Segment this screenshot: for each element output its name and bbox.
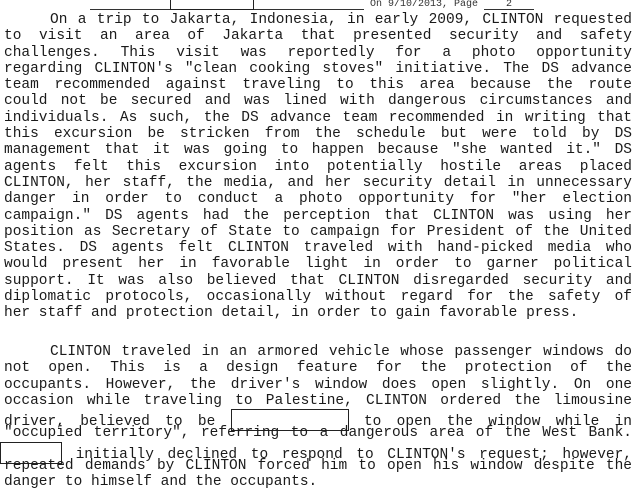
text-line: occasion while traveling to Palestine, CLINTON ordered the limousine [4,392,632,409]
text-line: danger to himself and the occupants. [4,474,318,491]
paragraph-jakarta [4,12,632,322]
text-line: individuals. As such, the DS advance team recommended in writing that [4,109,632,126]
paragraph-armored-vehicle [4,344,632,491]
text-line: CLINTON traveled in an armored vehicle whose passenger windows do [50,344,632,360]
header-rule [254,0,364,10]
text-line: to visit an area of Jakarta that presented security and safety [4,28,632,45]
text-segment: initially declined to respond to CLINTON's request; however, [75,446,632,463]
text-line: On a trip to Jakarta, Indonesia, in early 2009, CLINTON requested [50,12,632,28]
text-line [0,442,632,463]
text-line: would present her in favorable light in order to garner political [4,256,632,273]
text-line: her staff and protection detail, in order to gain favorable press. [4,305,579,322]
header-page-number: 2 [484,0,534,10]
text-line: team recommended against traveling to this area because the route [4,77,632,94]
header-rule [90,0,170,10]
text-line: danger in order to conduct a photo opportunity for "her election [4,191,632,208]
text-line: management that it was going to happen because "she wanted it." DS [4,142,632,159]
text-line: regarding CLINTON's "clean cooking stoves" initiative. The DS advance [4,60,632,77]
text-line: campaign." DS agents had the perception that CLINTON was using her [4,207,632,224]
redaction-box [170,0,254,10]
text-line: position as Secretary of State to campaign for President of the United [4,223,632,240]
text-line: States. DS agents felt CLINTON traveled with hand-picked media who [4,240,632,257]
text-segment: to open the window while in [363,414,632,431]
text-line: occupants. However, the driver's window does open slightly. On one [4,376,632,393]
text-line: not open. This is a design feature for the protection of the [4,360,632,377]
text-line: challenges. This visit was reportedly for a photo opportunity [4,44,632,61]
text-line: repeated demands by CLINTON forced him to open his window despite the [4,458,632,475]
text-line: could not be secured and was lined with dangerous circumstances and [4,93,632,110]
text-line: agents felt this excursion into potentially hostile areas placed [4,158,632,175]
text-line: diplomatic protocols, occasionally without regard for the safety of [4,289,632,306]
header-date-page: On 9/10/2013, Page [370,0,479,10]
text-line: CLINTON, her staff, the media, and her security detail in unnecessary [4,174,632,191]
text-line [4,409,632,431]
page-header [90,0,630,11]
text-line: support. It was also believed that CLINTON disregarded security and [4,272,632,289]
text-segment: driver, believed to be [4,414,216,431]
text-line: this excursion be stricken from the schedule but were told by DS [4,126,632,143]
text-line: "occupied territory", referring to a dangerous area of the West Bank. [4,425,632,442]
